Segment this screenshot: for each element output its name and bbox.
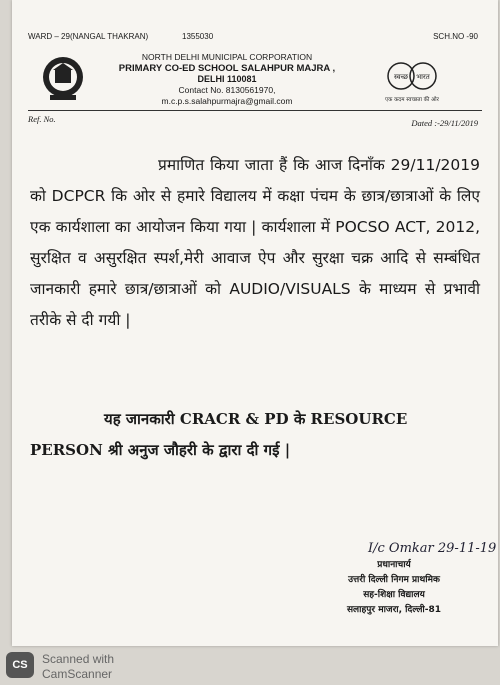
- principal-signature-block: [304, 558, 484, 618]
- school-number: SCH.NO -90: [433, 32, 478, 41]
- school-name: PRIMARY CO-ED SCHOOL SALAHPUR MAJRA ,: [118, 63, 336, 74]
- logo-tagline: एक कदम स्वच्छता की ओर: [385, 97, 439, 103]
- header-divider: [28, 110, 482, 111]
- school-email: m.c.p.s.salahpurmajra@gmail.com: [161, 96, 293, 106]
- signature-line-org: उत्तरी दिल्ली निगम प्राथमिक: [348, 575, 440, 585]
- swachh-bharat-logo-icon: [377, 56, 447, 106]
- phone-top: 1355030: [182, 32, 214, 41]
- ward-label: WARD – 29(NANGAL THAKRAN): [28, 32, 149, 41]
- signature-line-address: सलाहपुर माजरा, दिल्ली-81: [346, 605, 442, 615]
- corporation-emblem-icon: [40, 55, 86, 103]
- camscanner-watermark: [42, 652, 114, 682]
- watermark-line1: Scanned with: [42, 652, 115, 666]
- signature-text: I/c Omkar 29-11-19: [368, 541, 497, 556]
- school-address: DELHI 110081: [197, 74, 257, 84]
- signature-line-school: सह-शिक्षा विद्यालय: [363, 590, 425, 600]
- corporation-name: NORTH DELHI MUNICIPAL CORPORATION: [141, 52, 313, 62]
- logo-word-bharat: भारत: [416, 73, 430, 81]
- school-header: [102, 52, 352, 107]
- resource-person-paragraph: यह जानकारी CRACR & PD के RESOURCE PERSON श्री अनुज जौहरी के द्वारा दी गई |: [30, 410, 408, 459]
- signature-line-title: प्रधानाचार्य: [377, 560, 411, 570]
- logo-word-swachh: स्वच्छ: [393, 73, 409, 81]
- watermark-line2: CamScanner: [42, 667, 113, 681]
- certificate-paragraph: प्रमाणित किया जाता हैं कि आज दिनाँक 29/11/2019 को DCPCR कि ओर से हमारे विद्यालय में कक्षा पंचम के छात्र/छात्राओं के लिए एक कार्यशाला का आयोजन किया गया | कार्यशाला में POCSO ACT, 2012, सुरक्षित व असुरक्षित स्पर्श,मेरी आवाज ऐप और सुरक्षा चक्र आदि से सम्बंधित जानकारी हमारे छात्र/छात्राओं को AUDIO/VISUALS के माध्यम से प्रभावी तरीके से दी गयी |: [30, 156, 480, 329]
- contact-number: Contact No. 8130561970,: [178, 85, 276, 95]
- date-label: Dated :-29/11/2019: [411, 118, 478, 128]
- letter-page: [12, 0, 498, 646]
- ref-number-label: Ref. No.: [28, 114, 56, 124]
- camscanner-logo-icon: CS: [6, 652, 34, 678]
